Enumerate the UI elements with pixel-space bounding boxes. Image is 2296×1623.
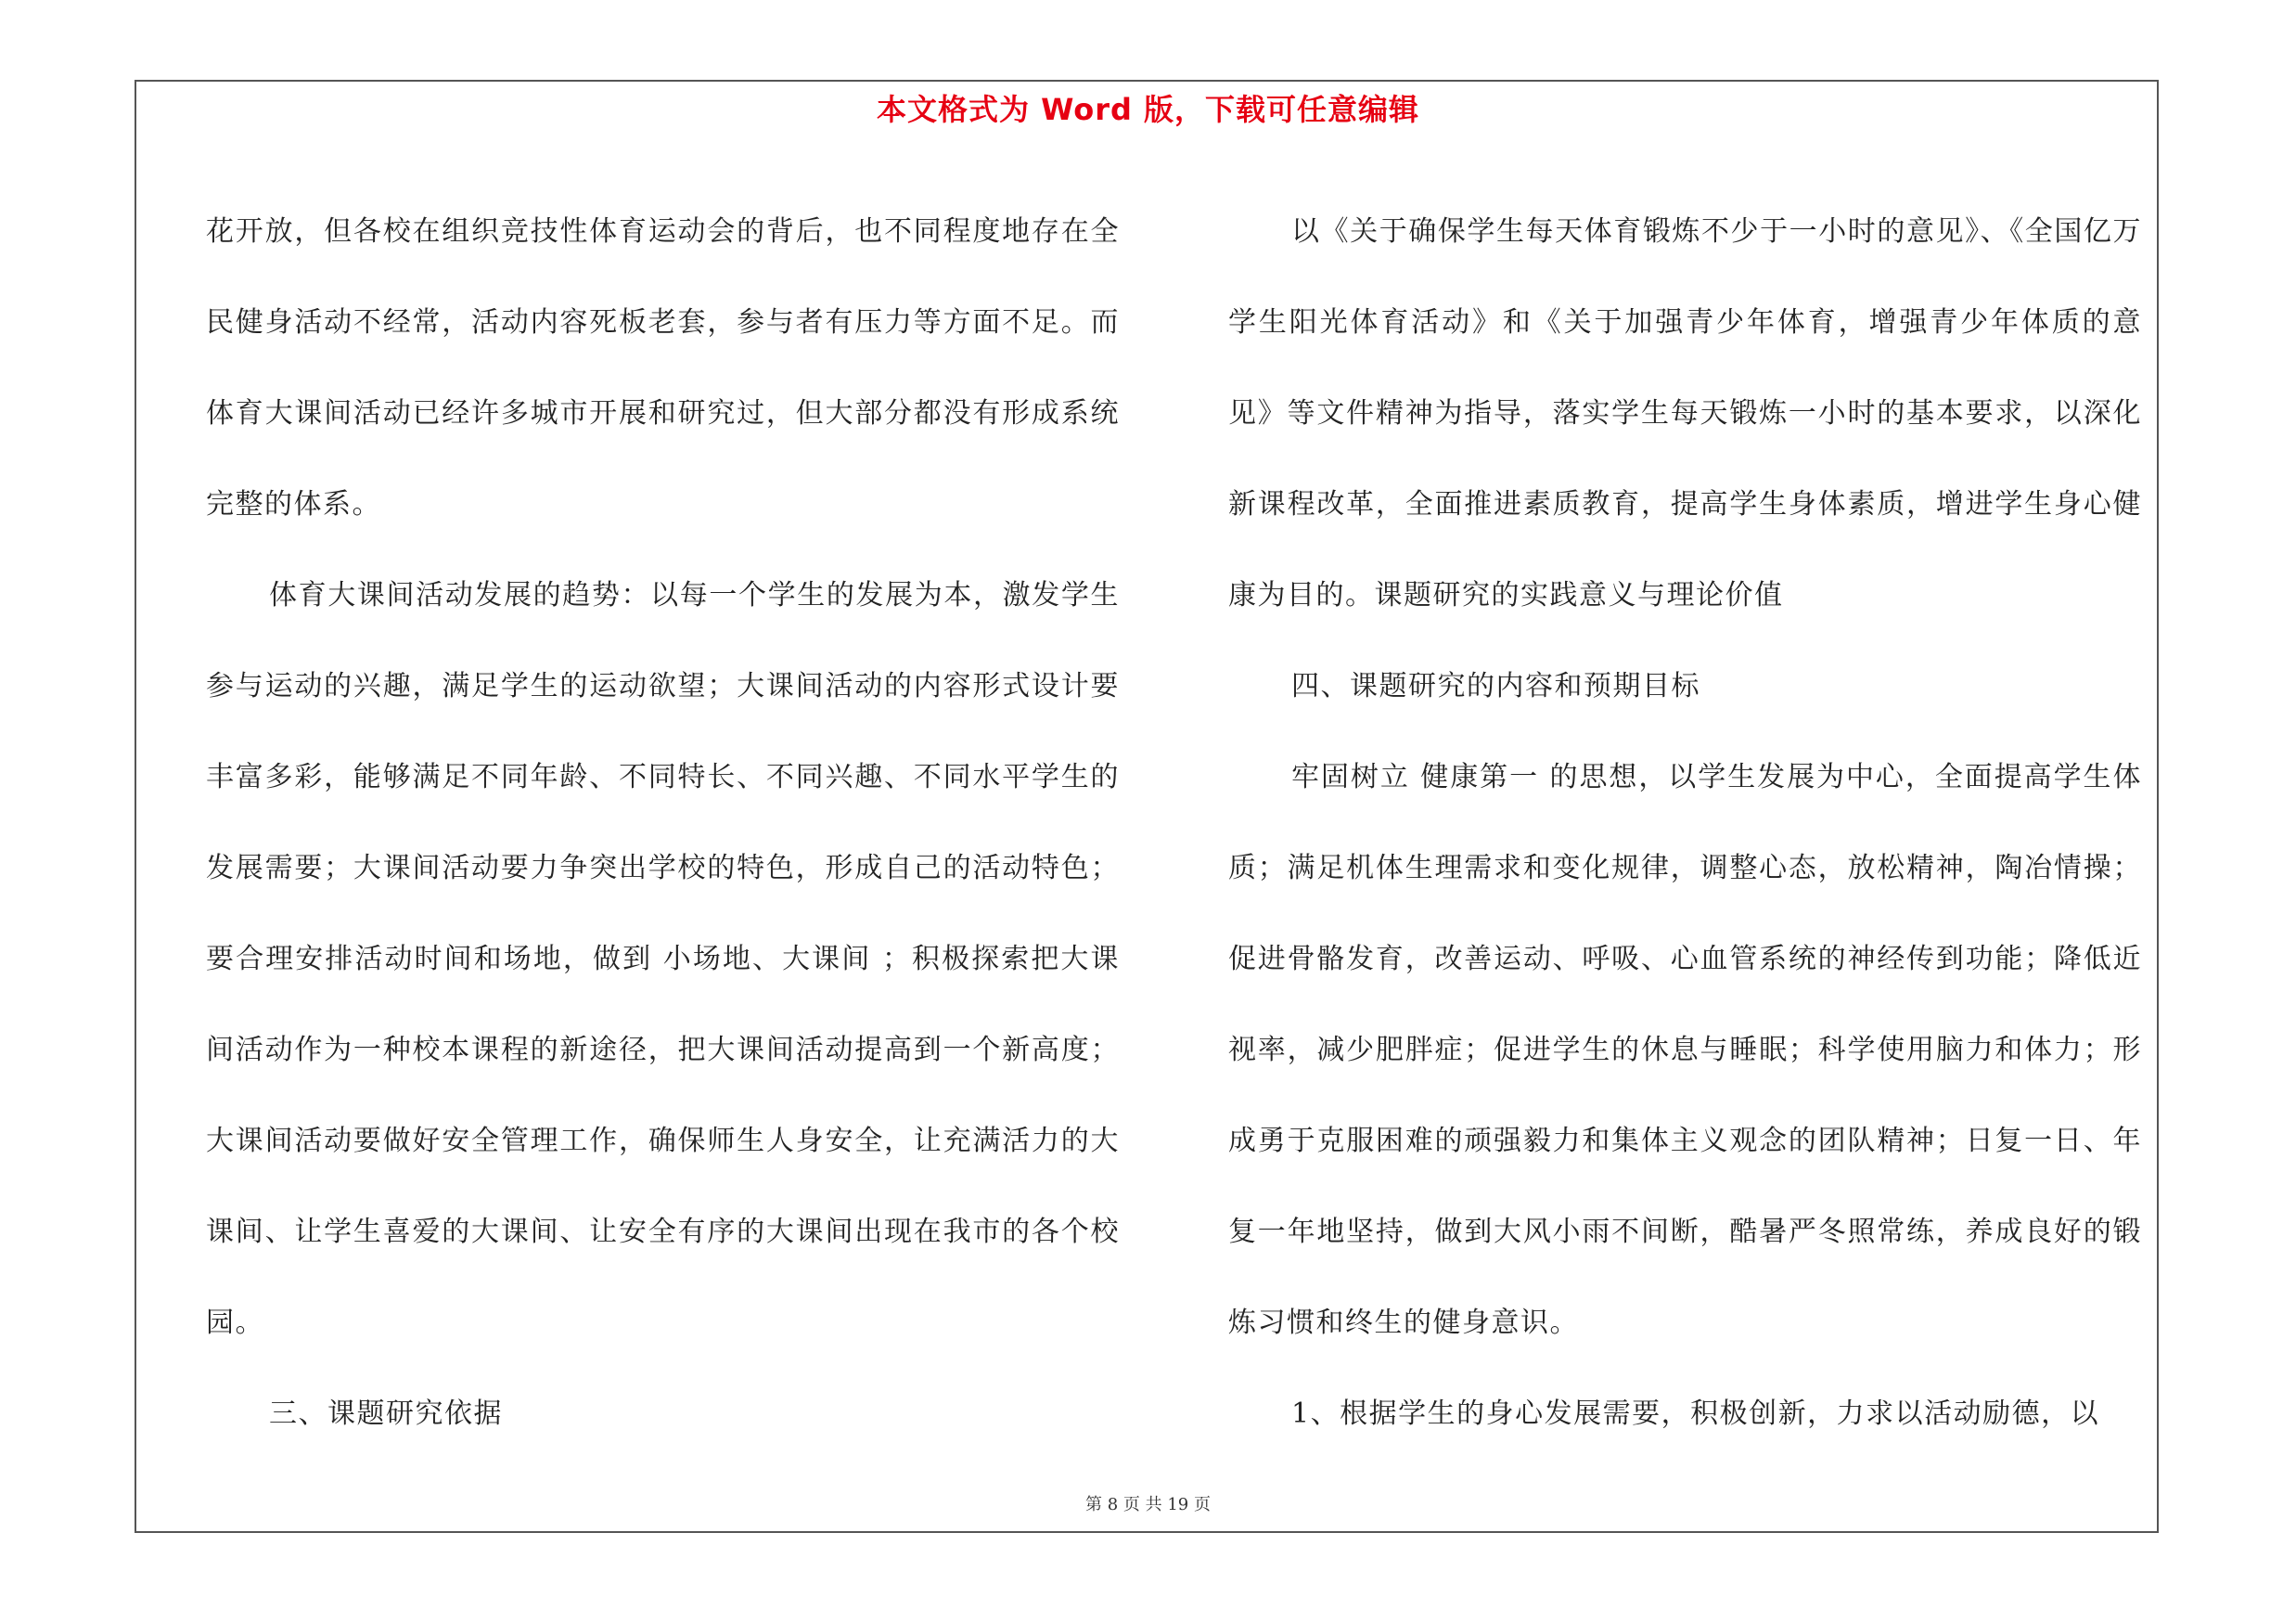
paragraph-development-gap: 花开放，但各校在组织竞技性体育运动会的背后，也不同程度地存在全民健身活动不经常，活动内容死板老套，参与者有压力等方面不足。而体育大课间活动已经许多城市开展和研究过，但大部分都没有形成系统完整的体系。 bbox=[206, 215, 1120, 521]
page-number-footer: 第 8 页 共 19 页 bbox=[1085, 1495, 1211, 1514]
paragraph-health-first: 牢固树立 健康第一 的思想，以学生发展为中心，全面提高学生体质；满足机体生理需求和变化规律，调整心态，放松精神，陶冶情操；促进骨骼发育，改善运动、呼吸、心血管系统的神经传到功能；降低近视率，减少肥胖症；促进学生的休息与睡眠；科学使用脑力和体力；形成勇于克服困难的顽强毅力和集体主义观念的团队精神；日复一日、年复一年地坚持，做到大风小雨不间断，酷暑严冬照常练，养成良好的锻炼习惯和终生的健身意识。 bbox=[1228, 761, 2142, 1339]
word-format-banner: 本文格式为 Word 版，下载可任意编辑 bbox=[876, 92, 1420, 127]
paragraph-development-trend: 体育大课间活动发展的趋势：以每一个学生的发展为本，激发学生参与运动的兴趣，满足学生的运动欲望；大课间活动的内容形式设计要丰富多彩，能够满足不同年龄、不同特长、不同兴趣、不同水平学生的发展需要；大课间活动要力争突出学校的特色，形成自己的活动特色；要合理安排活动时间和场地，做到 小场地、大课间 ；积极探索把大课间活动作为一种校本课程的新途径，把大课间活动提高到一个新高度；大课间活动要做好安全管理工作，确保师生人身安全，让充满活力的大课间、让学生喜爱的大课间、让安全有序的大课间出现在我市的各个校园。 bbox=[206, 579, 1120, 1339]
left-column bbox=[206, 187, 1120, 1460]
paragraph-guiding-documents: 以《关于确保学生每天体育锻炼不少于一小时的意见》、《全国亿万学生阳光体育活动》和《关于加强青少年体育，增强青少年体质的意见》等文件精神为指导，落实学生每天锻炼一小时的基本要求，以深化新课程改革，全面推进素质教育，提高学生身体素质，增进学生身心健康为目的。课题研究的实践意义与理论价值 bbox=[1228, 215, 2142, 612]
section-heading-content-goals: 四、课题研究的内容和预期目标 bbox=[1291, 670, 1700, 702]
section-heading-research-basis: 三、课题研究依据 bbox=[269, 1398, 503, 1430]
list-item-1: 1、根据学生的身心发展需要，积极创新，力求以活动励德，以 bbox=[1291, 1398, 2100, 1430]
right-column bbox=[1228, 187, 2142, 1460]
